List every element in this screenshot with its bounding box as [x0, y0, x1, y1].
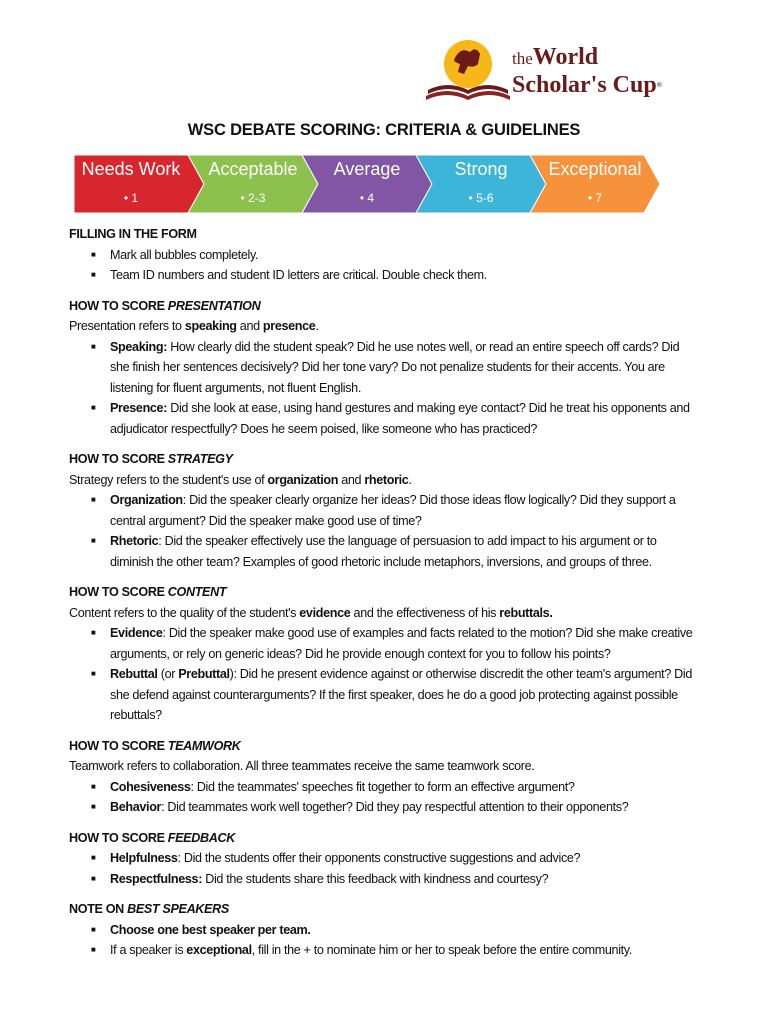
- strategy-list: [69, 490, 699, 572]
- feedback-list: [69, 848, 699, 889]
- list-item: ■ Organization: Did the speaker clearly organize her ideas? Did those ideas flow logically? Did they support a central argument? Did the speaker make good use of time?: [91, 490, 699, 531]
- list-item: ■ Presence: Did she look at ease, using hand gestures and making eye contact? Did he treat his opponents and adjudicator respectfully? Does he seem poised, like someone who has practiced?: [91, 398, 699, 439]
- section-heading-presentation: HOW TO SCORE PRESENTATION: [69, 298, 261, 313]
- section-heading-content: HOW TO SCORE CONTENT: [69, 585, 227, 599]
- list-item: ■ Choose one best speaker per team.: [91, 920, 699, 941]
- guidelines-body: [69, 224, 699, 961]
- world-scholars-cup-logo: [424, 38, 694, 108]
- best-speakers-list: [69, 920, 699, 961]
- presentation-intro: Presentation refers to speaking and presence.: [69, 319, 319, 333]
- logo-the: the: [512, 49, 533, 68]
- logo-world: World: [532, 44, 599, 70]
- teamwork-list: [69, 777, 699, 818]
- list-item: ■ Helpfulness: Did the students offer their opponents constructive suggestions and advice?: [91, 848, 699, 869]
- list-item: ■ Evidence: Did the speaker make good use of examples and facts related to the motion? Did she make creative arguments, or rely on generic ideas? Did he provide enough context for you to follow his points?: [91, 623, 699, 664]
- list-item: ■ Respectfulness: Did the students share this feedback with kindness and courtesy?: [91, 869, 699, 890]
- list-item: ■ Mark all bubbles completely.: [91, 245, 699, 266]
- teamwork-intro: Teamwork refers to collaboration. All three teammates receive the same teamwork score.: [69, 759, 535, 773]
- scale-label-4: Strong: [454, 159, 508, 179]
- book-sun-icon: [424, 38, 510, 104]
- content-intro: Content refers to the quality of the student's evidence and the effectiveness of his rebuttals.: [69, 605, 553, 620]
- scale-score-4: • 5-6: [468, 191, 494, 205]
- list-item: ■ Rhetoric: Did the speaker effectively use the language of persuasion to add impact to his argument or to diminish the other team? Examples of good rhetoric include metaphors, inversions, and groups of three.: [91, 531, 699, 572]
- presentation-list: [69, 337, 699, 440]
- scale-label-1: Needs Work: [81, 159, 181, 179]
- list-item: ■ Team ID numbers and student ID letters are critical. Double check them.: [91, 265, 699, 286]
- scale-score-3: • 4: [359, 191, 375, 205]
- list-item: ■ Rebuttal (or Prebuttal): Did he present evidence against or otherwise discredit the other team's argument? Did she defend against counterarguments? If the first speaker, does he do a good job protecting against possible rebuttals?: [91, 664, 699, 726]
- logo-scholars-cup: Scholar's Cup: [512, 72, 657, 98]
- content-list: [69, 623, 699, 726]
- list-item: ■ If a speaker is exceptional, fill in the + to nominate him or her to speak before the entire community.: [91, 940, 699, 961]
- list-item: ■ Speaking: How clearly did the student speak? Did he use notes well, or read an entire speech off cards? Did she finish her sentences decisively? Did her tone vary? Do not penalize students for their accents. You are listening for fluent arguments, not fluent English.: [91, 337, 699, 399]
- section-heading-teamwork: HOW TO SCORE TEAMWORK: [69, 738, 241, 753]
- logo-registered: ®: [656, 81, 662, 89]
- section-heading-feedback: HOW TO SCORE FEEDBACK: [69, 830, 235, 845]
- scale-score-2: • 2-3: [240, 191, 266, 205]
- scale-score-5: • 7: [587, 191, 603, 205]
- scale-label-3: Average: [333, 159, 401, 179]
- scale-label-2: Acceptable: [208, 159, 298, 179]
- strategy-intro: Strategy refers to the student's use of organization and rhetoric.: [69, 472, 412, 487]
- section-heading-form: FILLING IN THE FORM: [69, 227, 197, 241]
- scale-score-1: • 1: [123, 191, 139, 205]
- page-title: WSC DEBATE SCORING: CRITERIA & GUIDELINES: [187, 121, 581, 139]
- scale-label-5: Exceptional: [548, 159, 642, 179]
- form-list: [69, 245, 699, 286]
- scoring-scale: [74, 155, 674, 213]
- list-item: ■ Behavior: Did teammates work well together? Did they pay respectful attention to their opponents?: [91, 797, 699, 818]
- logo-wordmark: [512, 44, 662, 98]
- section-heading-best-speakers: NOTE ON BEST SPEAKERS: [69, 902, 229, 916]
- list-item: ■ Cohesiveness: Did the teammates' speeches fit together to form an effective argument?: [91, 777, 699, 798]
- section-heading-strategy: HOW TO SCORE STRATEGY: [69, 452, 233, 466]
